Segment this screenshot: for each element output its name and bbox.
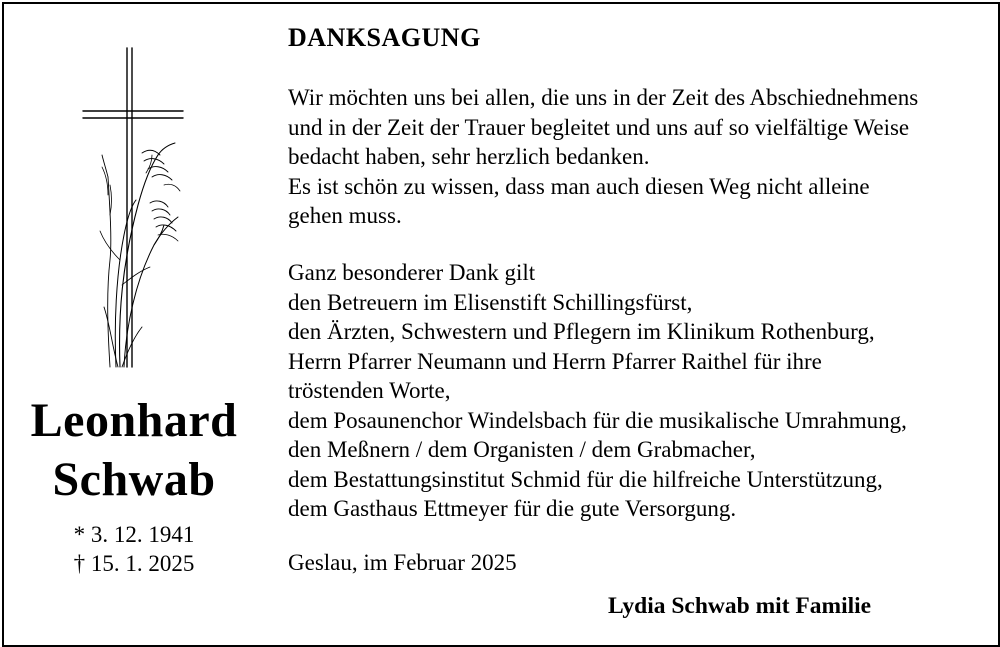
cross-with-wheat-icon	[80, 45, 190, 375]
text-line: dem Posaunenchor Windelsbach für die musikalische Umrahmung,	[288, 407, 907, 433]
text-line: dem Bestattungsinstitut Schmid für die hilfreiche Unterstützung,	[288, 466, 883, 492]
text-line: den Meßnern / dem Organisten / dem Grabmacher,	[288, 437, 756, 462]
deceased-first-name: Leonhard	[30, 394, 238, 447]
death-date: † 15. 1. 2025	[73, 551, 195, 576]
text-line: tröstenden Worte,	[288, 378, 451, 403]
signature: Lydia Schwab mit Familie	[608, 593, 872, 619]
text-line: Herrn Pfarrer Neumann und Herrn Pfarrer Raithel für ihre	[288, 348, 822, 374]
text-line: und in der Zeit der Trauer begleitet und uns auf so vielfältige Weise	[288, 114, 910, 140]
text-line: den Betreuern im Elisenstift Schillingsfürst,	[288, 289, 693, 315]
deceased-panel	[0, 0, 268, 647]
text-line: den Ärzten, Schwestern und Pflegern im Klinikum Rothenburg,	[288, 319, 875, 344]
text-line: Ganz besonderer Dank gilt	[288, 260, 536, 285]
text-line: gehen muss.	[288, 203, 402, 228]
text-line: bedacht haben, sehr herzlich bedanken.	[288, 144, 650, 169]
thanks-paragraph	[288, 258, 907, 524]
text-line: dem Gasthaus Ettmeyer für die gute Versorgung.	[288, 496, 737, 521]
intro-paragraph	[288, 83, 918, 231]
deceased-last-name: Schwab	[52, 453, 216, 506]
place-and-date: Geslau, im Februar 2025	[288, 550, 517, 575]
notice-heading: DANKSAGUNG	[288, 23, 481, 52]
text-line: Wir möchten uns bei allen, die uns in der Zeit des Abschiednehmens	[288, 85, 919, 110]
text-line: Es ist schön zu wissen, dass man auch diesen Weg nicht alleine	[288, 173, 870, 199]
birth-date: * 3. 12. 1941	[73, 522, 195, 547]
